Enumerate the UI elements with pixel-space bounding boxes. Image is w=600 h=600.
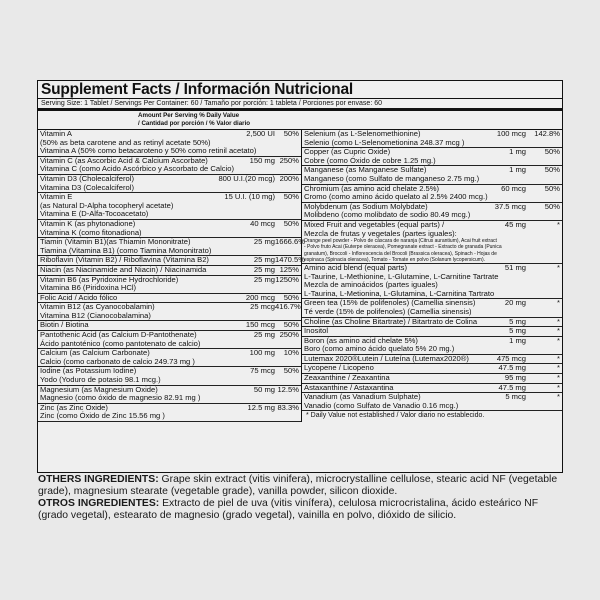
left-nutrient-row xyxy=(38,386,301,404)
nutrient-line: Mezcla de aminoácidos (partes iguales) xyxy=(304,280,438,290)
nutrient-amount: 25 mcg xyxy=(250,302,275,312)
left-nutrient-row xyxy=(38,130,301,157)
nutrient-amount: 200 mcg xyxy=(245,292,275,302)
nutrient-line: Vitamin E xyxy=(40,192,73,202)
nutrient-line: Zinc (como Óxido de Zinc 15.56 mg ) xyxy=(40,411,165,421)
nutrient-amount: 47.5 mg xyxy=(498,363,526,373)
nutrient-line: Molibdeno (como molibdato de sodio 80.49 mcg.) xyxy=(304,210,471,220)
left-nutrient-row xyxy=(38,193,301,220)
nutrient-daily-value: 1250% xyxy=(275,274,299,284)
serving-size: Serving Size: 1 Tablet / Servings Per Container: 60 / Tamaño por porción: 1 tableta / Porciones por envase: 60 xyxy=(38,98,562,108)
nutrient-line: Vitamin A xyxy=(40,129,72,138)
nutrient-note: granatum), Broccoli - Inflorescencia del Brocoli (Brassica oleracea), Spinach - Hojas de xyxy=(304,250,497,257)
header-amount-dv-es: / Cantidad por porción / % Valor diario xyxy=(138,120,251,127)
nutrient-line: Inositol xyxy=(304,326,329,336)
right-nutrient-row xyxy=(302,264,562,299)
right-nutrient-row xyxy=(302,203,562,221)
nutrient-line: Amino acid blend (equal parts) xyxy=(304,262,407,272)
nutrient-daily-value: * xyxy=(557,363,560,373)
nutrient-line: Tiamina (Vitamina B1) (como Tiamina Mononitrato) xyxy=(40,245,212,255)
nutrient-line: Zeaxanthine / Zeaxantina xyxy=(304,373,390,383)
nutrient-line: (50% as beta carotene and as retinyl acetate 50%) xyxy=(40,137,211,147)
ingredients-en-text: Grape skin extract (vitis vinifera), microcrystalline cellulose, stearic acid NF (vegetable grade), magnesium stearate (vegetable grade), vanilla powder, silicon dioxide. xyxy=(38,474,558,497)
nutrient-daily-value: 10% xyxy=(283,348,299,358)
nutrient-daily-value: 200% xyxy=(279,173,299,183)
nutrient-daily-value: 12.5% xyxy=(277,384,299,394)
nutrient-line: Pantothenic Acid (as Calcium D-Pantothenate) xyxy=(40,330,197,340)
header-amount-dv: Amount Per Serving % Daily Value xyxy=(138,112,240,119)
nutrient-line: Mezcla de frutas y vegetales (partes iguales): xyxy=(304,228,457,238)
nutrient-daily-value: * xyxy=(557,326,560,336)
left-nutrient-row xyxy=(38,276,301,294)
nutrient-daily-value: * xyxy=(557,382,560,392)
nutrient-amount: 45 mg xyxy=(504,219,526,229)
nutrient-amount: 475 mcg xyxy=(496,353,526,363)
nutrient-line: Yodo (Yoduro de potasio 98.1 mcg.) xyxy=(40,375,161,385)
nutrient-line: Manganeso (como Sulfato de manganeso 2.75 mg.) xyxy=(304,173,480,183)
nutrient-daily-value: 50% xyxy=(283,366,299,376)
nutrient-line: Calcium (as Calcium Carbonate) xyxy=(40,348,150,358)
nutrient-line: Choline (as Choline Bitartrate) / Bitartrato de Colina xyxy=(304,316,478,326)
ingredients-es-label: OTROS INGREDIENTES: xyxy=(38,498,160,509)
nutrient-amount: 51 mg xyxy=(504,262,526,272)
nutrient-amount: 100 mg xyxy=(249,348,275,358)
nutrient-amount: 95 mg xyxy=(504,373,526,383)
nutrient-line: Vitamin B12 (as Cyanocobalamin) xyxy=(40,302,155,312)
ingredients-es-text: Extracto de piel de uva (vitis vinífera), celulosa microcristalina, ácido esteárico NF (grado vegetal), estearato de magnesio (grado vegetal), vainilla en polvo, dióxido de silicio. xyxy=(38,498,539,521)
nutrient-daily-value: 142.8% xyxy=(534,129,560,138)
nutrient-line: Vanadio (como Sulfato de Vanadio 0.16 mcg.) xyxy=(304,400,459,410)
nutrient-line: Chromium (as amino acid chelate 2.5%) xyxy=(304,183,440,193)
nutrient-daily-value: * xyxy=(557,373,560,383)
nutrient-line: Magnesium (as Magnesium Oxide) xyxy=(40,384,158,394)
left-nutrient-row xyxy=(38,175,301,193)
nutrient-daily-value: 50% xyxy=(544,147,560,157)
nutrient-daily-value: 50% xyxy=(283,320,299,330)
right-nutrient-row xyxy=(302,337,562,355)
nutrient-line: Niacin (as Niacinamide and Niacin) / Niacinamida xyxy=(40,264,207,274)
ingredients-en xyxy=(38,474,568,498)
nutrient-amount: 800 U.I.(20 mcg) xyxy=(218,173,275,183)
nutrient-line: Vitamin C (as Ascorbic Acid & Calcium Ascorbate) xyxy=(40,155,208,165)
nutrient-daily-value: 50% xyxy=(544,201,560,211)
nutrient-line: Vitamin K (as phytonadione) xyxy=(40,218,136,228)
nutrient-amount: 25 mg xyxy=(253,330,275,340)
right-nutrient-row xyxy=(302,130,562,148)
nutrient-line: Molybdenum (as Sodium Molybdate) xyxy=(304,201,428,211)
nutrient-amount: 5 mg xyxy=(509,316,526,326)
left-nutrient-row xyxy=(38,349,301,367)
nutrient-daily-value: 125% xyxy=(279,264,299,274)
nutrient-line: L-Taurine, L-Methionine, L-Glutamine, L-Carnitine Tartrate xyxy=(304,271,499,281)
nutrient-amount: 50 mg xyxy=(253,384,275,394)
panel-title: Supplement Facts / Información Nutricional xyxy=(41,81,353,98)
nutrient-line: Copper (as Cupric Oxide) xyxy=(304,147,391,157)
left-nutrient-row xyxy=(38,237,305,256)
nutrient-line: Calcio (como carbonato de calcio 249.73 mg ) xyxy=(40,356,195,366)
nutrient-daily-value: 83.3% xyxy=(277,402,299,412)
column-header xyxy=(38,108,562,130)
nutrient-line: Iodine (as Potassium Iodine) xyxy=(40,366,137,376)
nutrient-amount: 100 mcg xyxy=(496,129,526,138)
nutrient-daily-value: 50% xyxy=(283,192,299,202)
nutrient-amount: 25 mg xyxy=(253,237,275,247)
nutrient-line: Ácido pantoténico (como pantotenato de calcio) xyxy=(40,338,201,348)
nutrient-line: Astaxanthine / Astaxantina xyxy=(304,382,394,392)
nutrient-amount: 15 U.I. (10 mg) xyxy=(224,192,275,202)
other-ingredients xyxy=(38,474,568,522)
nutrient-daily-value: 50% xyxy=(544,165,560,175)
left-column xyxy=(38,129,305,422)
nutrient-note: espinaca (Spinacia oleracea), Tomato - Tomate en polvo (Solanum lycopersicum). xyxy=(304,256,486,263)
nutrient-line: Folic Acid / Acido fólico xyxy=(40,292,118,302)
nutrient-daily-value: * xyxy=(557,316,560,326)
nutrient-daily-value: * xyxy=(557,353,560,363)
right-nutrient-row xyxy=(302,299,562,317)
nutrient-line: Boron (as amino acid chelate 5%) xyxy=(304,335,418,345)
nutrient-line: Vitamina E (D-Alfa-Tocoacetato) xyxy=(40,209,149,219)
nutrient-line: Tiamin (Vitamin B1)(as Thiamin Mononitrate) xyxy=(40,237,191,247)
nutrient-line: Biotin / Biotina xyxy=(40,320,89,330)
nutrient-line: (as Natural D-Alpha tocopheryl acetate) xyxy=(40,200,174,210)
nutrient-note: - Polvo fruto Acai (Euterpe oleracea), Pomegranate extract - Extracto de granada (Punica xyxy=(304,244,502,251)
nutrient-amount: 1 mg xyxy=(509,147,526,157)
nutrient-line: L-Taurina, L-Metionina, L-Glutamina, L-Carnitina Tartrato xyxy=(304,288,495,298)
nutrient-amount: 60 mcg xyxy=(501,183,526,193)
nutrient-line: Vitamina B12 (Cianocobalamina) xyxy=(40,310,151,320)
nutrient-line: Vitamin B6 (as Pyridoxine Hydrochloride) xyxy=(40,274,179,284)
nutrient-daily-value: 1666.6% xyxy=(275,237,305,247)
nutrient-amount: 25 mg xyxy=(253,274,275,284)
left-nutrient-row xyxy=(38,367,301,385)
daily-value-footnote: * Daily Value not established / Valor diario no establecido. xyxy=(306,412,485,420)
nutrient-daily-value: 250% xyxy=(279,155,299,165)
right-nutrient-row xyxy=(302,185,562,203)
nutrient-line: Vanadium (as Vanadium Sulphate) xyxy=(304,392,421,402)
nutrient-line: Mixed Fruit and vegetables (equal parts) / xyxy=(304,219,445,229)
nutrient-daily-value: 50% xyxy=(283,218,299,228)
nutrient-amount: 25 mg xyxy=(253,255,275,265)
nutrient-line: Té verde (15% de polifenoles) (Camellia sinensis) xyxy=(304,306,472,316)
nutrient-amount: 5 mcg xyxy=(505,392,526,402)
nutrient-line: Vitamina C (como Acido Ascórbico y Ascorbato de Calcio) xyxy=(40,164,235,174)
right-nutrient-row xyxy=(302,393,562,411)
left-nutrient-row xyxy=(38,404,301,422)
nutrient-line: Selenium (as L-Selenomethionine) xyxy=(304,129,421,138)
nutrient-amount: 5 mg xyxy=(509,326,526,336)
nutrient-line: Vitamina A (50% como betacaroteno y 50% como retinil acetato) xyxy=(40,146,257,156)
nutrient-amount: 1 mg xyxy=(509,335,526,345)
nutrient-daily-value: * xyxy=(557,335,560,345)
nutrient-amount: 20 mg xyxy=(504,298,526,308)
nutrient-amount: 1 mg xyxy=(509,165,526,175)
left-nutrient-row xyxy=(38,220,301,238)
nutrient-daily-value: 250% xyxy=(279,330,299,340)
nutrient-line: Vitamin D3 (Cholecalciferol) xyxy=(40,173,134,183)
nutrient-line: Zinc (as Zinc Oxide) xyxy=(40,402,108,412)
right-nutrient-row xyxy=(302,221,562,264)
left-nutrient-row xyxy=(38,331,301,349)
nutrient-daily-value: 1470.5% xyxy=(275,255,305,265)
nutrient-daily-value: 50% xyxy=(283,292,299,302)
nutrient-amount: 37.5 mcg xyxy=(494,201,526,211)
nutrient-daily-value: 50% xyxy=(283,129,299,138)
nutrient-amount: 12.5 mg xyxy=(247,402,275,412)
ingredients-es xyxy=(38,498,568,522)
nutrient-line: Boro (como amino ácido quelato 5% 20 mg.) xyxy=(304,344,455,354)
right-column xyxy=(302,130,562,420)
nutrient-amount: 25 mg xyxy=(253,264,275,274)
nutrient-line: Riboflavin (Vitamin B2) / Riboflavina (Vitamina B2) xyxy=(40,255,209,265)
nutrient-daily-value: * xyxy=(557,262,560,272)
nutrient-amount: 47.5 mg xyxy=(498,382,526,392)
nutrient-note: Orange peel powder - Polvo de cáscara de naranja (Citrus aurantium), Acai fruit extract xyxy=(304,238,497,245)
nutrient-line: Green tea (15% de polifenoles) (Camellia sinensis) xyxy=(304,298,476,308)
nutrient-daily-value: * xyxy=(557,298,560,308)
nutrient-amount: 75 mcg xyxy=(250,366,275,376)
nutrient-line: Vitamina D3 (Colecalciferol) xyxy=(40,182,134,192)
nutrient-daily-value: 416.7% xyxy=(275,302,301,312)
right-nutrient-row xyxy=(302,148,562,166)
nutrient-line: Cobre (como Óxido de cobre 1.25 mg.) xyxy=(304,155,436,165)
ingredients-en-label: OTHERS INGREDIENTS: xyxy=(38,474,159,485)
nutrient-line: Lutemax 2020®Lutein / Luteína (Lutemax2020®) xyxy=(304,353,469,363)
right-nutrient-row xyxy=(302,166,562,184)
nutrient-amount: 150 mg xyxy=(249,155,275,165)
nutrient-daily-value: * xyxy=(557,392,560,402)
nutrient-line: Manganese (as Manganese Sulfate) xyxy=(304,165,427,175)
left-nutrient-row xyxy=(38,157,301,175)
nutrient-line: Selenio (como L-Selenometionina 248.37 mcg ) xyxy=(304,137,465,147)
nutrient-line: Vitamina B6 (Piridoxina HCl) xyxy=(40,283,137,293)
nutrient-line: Lycopene / Licopeno xyxy=(304,363,374,373)
nutrient-line: Cromo (como amino ácido quelato al 2.5% 2400 mcg.) xyxy=(304,192,488,202)
nutrient-daily-value: 50% xyxy=(544,183,560,193)
nutrient-daily-value: * xyxy=(557,219,560,229)
nutrient-amount: 150 mcg xyxy=(245,320,275,330)
nutrient-amount: 40 mcg xyxy=(250,218,275,228)
nutrient-line: Magnesio (como óxido de magnesio 82.91 mg ) xyxy=(40,393,201,403)
supplement-facts-panel xyxy=(37,80,563,473)
nutrient-amount: 2,500 UI xyxy=(246,129,275,138)
nutrient-line: Vitamina K (como fitonadiona) xyxy=(40,227,142,237)
left-nutrient-row xyxy=(38,303,301,321)
